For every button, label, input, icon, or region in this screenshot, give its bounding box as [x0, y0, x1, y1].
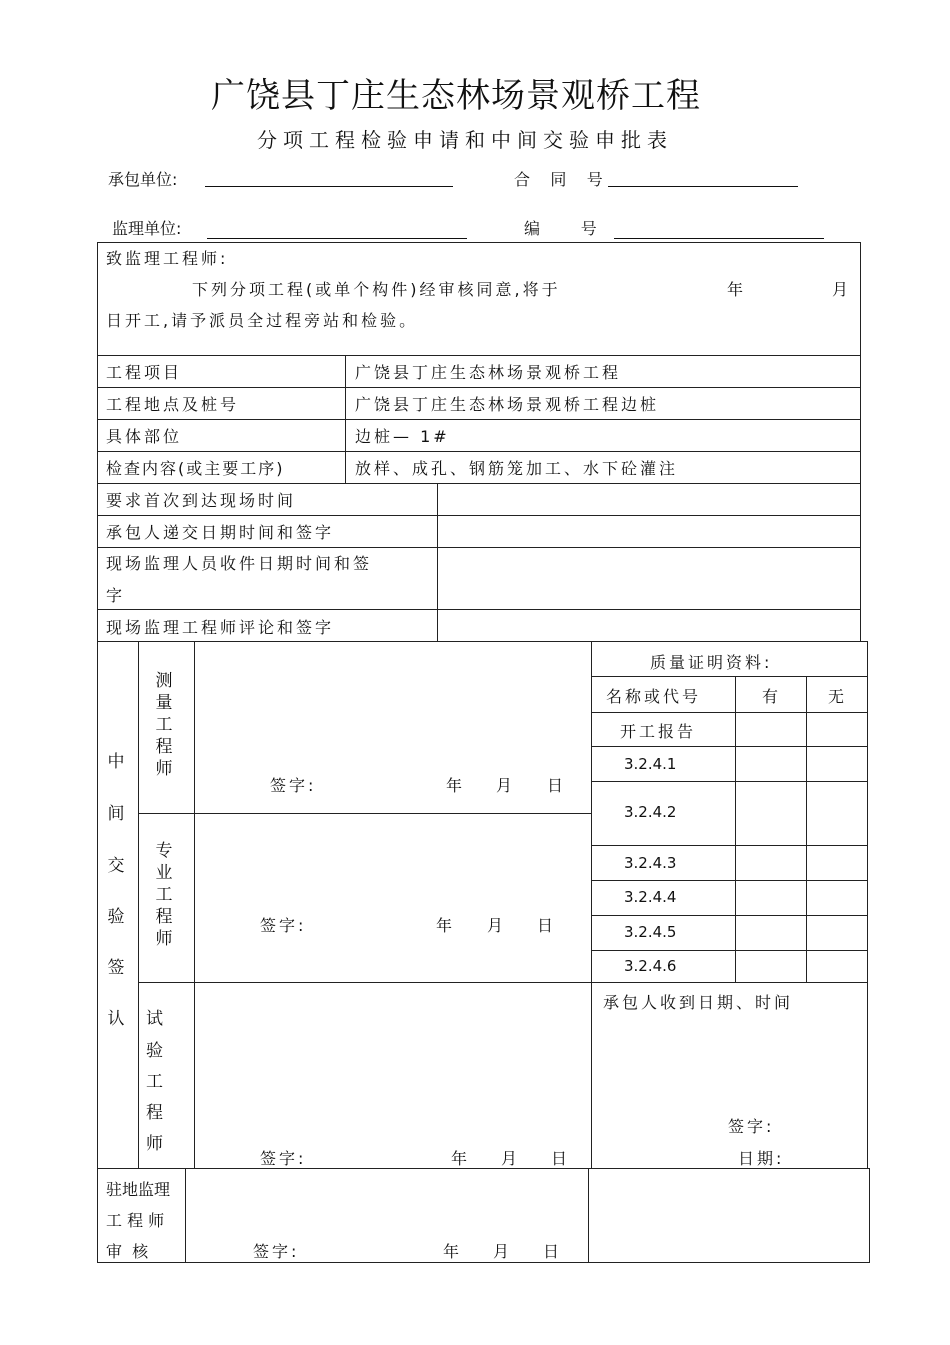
to-supervisor-label: 致监理工程师:	[106, 249, 229, 268]
first-arrival-field[interactable]	[438, 484, 860, 515]
request-year-label: 年	[727, 280, 747, 299]
test-month-label: 月	[501, 1149, 521, 1168]
quality-col-no: 无	[828, 687, 848, 706]
contract-no-field[interactable]	[608, 186, 798, 187]
part-value[interactable]: 边桩— 1#	[355, 427, 450, 446]
specialist-sign-label: 签字:	[260, 916, 307, 935]
resident-sign-label: 签字:	[253, 1242, 300, 1261]
test-year-label: 年	[451, 1149, 471, 1168]
project-label: 工程项目	[106, 363, 183, 382]
quality-row-3243: 3.2.4.3	[624, 854, 677, 872]
quality-row-3241: 3.2.4.1	[624, 755, 677, 773]
quality-row-3246: 3.2.4.6	[624, 957, 677, 975]
location-label: 工程地点及桩号	[106, 395, 240, 414]
request-text-line1: 下列分项工程(或单个构件)经审核同意,将于	[192, 280, 561, 299]
survey-engineer-label: 测量工程师	[155, 671, 173, 779]
resident-label-line3: 审 核	[106, 1242, 149, 1261]
interim-label-char-5: 签	[107, 958, 125, 978]
serial-no-label: 编 号	[524, 219, 597, 238]
contractor-field[interactable]	[205, 186, 453, 187]
site-receipt-label-line1: 现场监理人员收件日期时间和签	[106, 554, 373, 573]
survey-day-label: 日	[547, 776, 567, 795]
survey-year-label: 年	[446, 776, 466, 795]
specialist-year-label: 年	[436, 916, 456, 935]
resident-label-line1: 驻地监理	[106, 1180, 171, 1199]
receipt-date-label: 日期:	[738, 1149, 785, 1168]
resident-label-line2: 工 程 师	[106, 1211, 165, 1230]
specialist-month-label: 月	[487, 916, 507, 935]
inspection-value[interactable]: 放样、成孔、钢筋笼加工、水下砼灌注	[355, 459, 679, 478]
quality-col-name: 名称或代号	[606, 687, 702, 706]
quality-col-yes: 有	[762, 687, 782, 706]
quality-row-3245: 3.2.4.5	[624, 923, 677, 941]
contractor-submit-field[interactable]	[438, 516, 860, 547]
contractor-submit-label: 承包人递交日期时间和签字	[106, 523, 335, 542]
document-title: 广饶县丁庄生态林场景观桥工程	[211, 76, 701, 116]
inspection-label: 检查内容(或主要工序)	[106, 459, 285, 478]
interim-label-char-2: 间	[107, 804, 125, 824]
interim-label-char-6: 认	[107, 1009, 125, 1029]
resident-year-label: 年	[443, 1242, 463, 1261]
receipt-sign-label: 签字:	[728, 1117, 775, 1136]
supervisor-field[interactable]	[207, 238, 467, 239]
contract-no-label: 合 同 号	[514, 170, 603, 189]
specialist-day-label: 日	[537, 916, 557, 935]
test-sign-label: 签字:	[260, 1149, 307, 1168]
part-label: 具体部位	[106, 427, 183, 446]
quality-docs-title: 质量证明资料:	[650, 653, 773, 672]
specialist-engineer-label: 专业工程师	[155, 841, 173, 949]
interim-label-char-1: 中	[107, 752, 125, 772]
quality-row-3242: 3.2.4.2	[624, 803, 677, 821]
test-engineer-char-2: 验	[146, 1041, 163, 1061]
contractor-label: 承包单位:	[108, 170, 178, 189]
location-value[interactable]: 广饶县丁庄生态林场景观桥工程边桩	[355, 395, 660, 414]
request-text-line2: 日开工,请予派员全过程旁站和检验。	[106, 311, 419, 330]
site-receipt-field[interactable]	[438, 548, 860, 609]
engineer-comment-label: 现场监理工程师评论和签字	[106, 618, 335, 637]
resident-month-label: 月	[493, 1242, 513, 1261]
test-engineer-char-3: 工	[146, 1072, 163, 1092]
interim-label-char-3: 交	[107, 856, 125, 876]
serial-no-field[interactable]	[614, 238, 824, 239]
contractor-receipt-label: 承包人收到日期、时间	[603, 993, 794, 1012]
survey-month-label: 月	[496, 776, 516, 795]
test-engineer-char-5: 师	[146, 1134, 163, 1154]
quality-row-start-report: 开工报告	[620, 722, 697, 741]
first-arrival-label: 要求首次到达现场时间	[106, 491, 297, 510]
test-engineer-char-4: 程	[146, 1103, 163, 1123]
test-engineer-char-1: 试	[146, 1009, 163, 1029]
quality-row-3244: 3.2.4.4	[624, 888, 677, 906]
resident-day-label: 日	[543, 1242, 563, 1261]
project-value[interactable]: 广饶县丁庄生态林场景观桥工程	[355, 363, 622, 382]
document-subtitle: 分项工程检验申请和中间交验申批表	[257, 128, 673, 152]
test-day-label: 日	[551, 1149, 571, 1168]
supervisor-label: 监理单位:	[112, 219, 182, 238]
engineer-comment-field[interactable]	[438, 610, 860, 641]
interim-label-char-4: 验	[107, 907, 125, 927]
site-receipt-label-line2: 字	[106, 586, 126, 605]
survey-sign-label: 签字:	[270, 776, 317, 795]
request-month-label: 月	[832, 280, 852, 299]
